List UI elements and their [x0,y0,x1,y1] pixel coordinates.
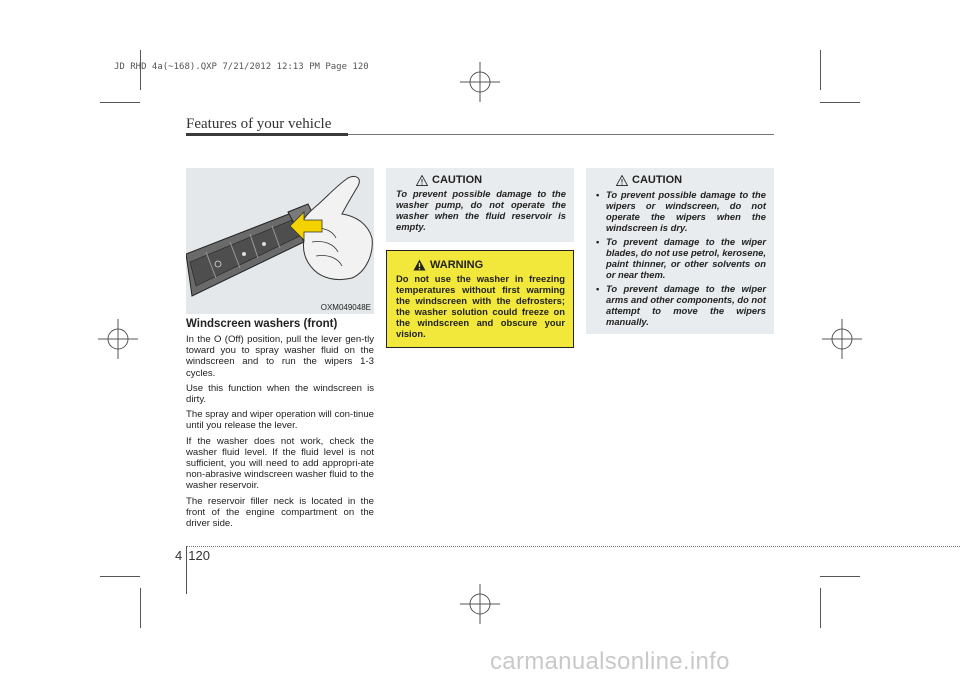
caution-title-text: CAUTION [632,174,683,186]
registration-mark-top [460,62,500,102]
warning-box-freezing [386,250,574,348]
washers-section [186,318,374,533]
registration-mark-bottom [460,584,500,624]
page-number-value: 120 [188,548,210,563]
registration-mark-right [822,319,862,359]
caution-triangle-icon [616,175,628,186]
crop-mark [140,588,141,628]
warning-triangle-icon [413,259,426,271]
title-rule [186,133,348,136]
crop-mark [820,588,821,628]
crop-mark [100,576,140,577]
warning-text: Do not use the washer in freezing temperatures without first warming the windscreen with the defrosters; the washer solution could freeze on the windscreen and obscure your vision. [396,273,565,339]
warning-title-text: WARNING [430,259,484,271]
caution-box-wipers [586,168,774,334]
figure-code: OXM049048E [320,303,371,312]
caution-title [416,174,574,186]
print-header: JD RHD 4a(~168).QXP 7/21/2012 12:13 PM Page 120 [114,62,369,72]
washers-heading: Windscreen washers (front) [186,318,338,330]
caution-triangle-icon [416,175,428,186]
caution-box-washer-pump [386,168,574,242]
page-number [175,548,210,563]
caution-title [616,174,774,186]
crop-mark [820,576,860,577]
caution-title-text: CAUTION [432,174,483,186]
watermark: carmanualsonline.info [490,648,730,675]
footer-dotted-rule [186,546,960,547]
chapter-number: 4 [175,548,183,563]
paragraph: Use this function when the windscreen is dirty. [186,382,374,406]
warning-title [413,259,573,271]
caution-list [586,189,774,327]
caution-list-item: • To prevent damage to the wiper arms and other components, do not attempt to move the wipers manually. [596,283,766,327]
section-title: Features of your vehicle [186,116,332,132]
paragraph: In the O (Off) position, pull the lever gen-tly toward you to spray washer fluid on the windscreen and to run the wipers 1-3 cycles. [186,334,374,379]
caution-list-item: • To prevent damage to the wiper blades, do not use petrol, kerosene, paint thinner, or other solvents on or near them. [596,236,766,280]
crop-mark [820,50,821,90]
wiper-lever-illustration [186,168,374,314]
header-rule [348,134,774,135]
lever-drawing [186,168,374,314]
caution-list-item: • To prevent possible damage to the wipers or windscreen, do not operate the wipers when the windscreen is dry. [596,189,766,233]
caution-text: To prevent possible damage to the washer pump, do not operate the washer when the fluid reservoir is empty. [396,188,566,232]
paragraph: The spray and wiper operation will con-tinue until you release the lever. [186,409,374,432]
paragraph: If the washer does not work, check the washer fluid level. If the fluid level is not sufficient, you will need to add appropri-ate non-abrasive windscreen washer fluid to the washer reservoir. [186,435,374,492]
crop-mark [820,102,860,103]
paragraph: The reservoir filler neck is located in the front of the engine compartment on the driver side. [186,495,374,530]
registration-mark-left [98,319,138,359]
crop-mark [100,102,140,103]
